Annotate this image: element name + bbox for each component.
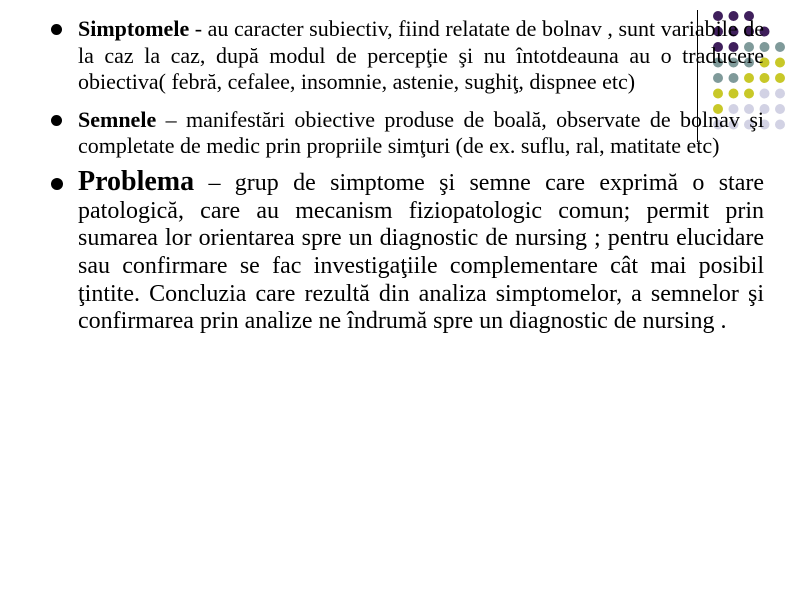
definition-simptomele: - au caracter subiectiv, fiind relatate de bolnav , sunt variabile de la caz la caz, după modul de percepţie şi nu întotdeauna au o traducere obiectiva( febră, cefalee, insomnie, astenie, sughiţ, dispnee etc)	[78, 16, 764, 95]
term-problema: Problema	[78, 165, 195, 197]
bullet-dot-icon	[51, 115, 62, 126]
term-simptomele: Simptomele	[78, 16, 190, 41]
decorative-dot	[775, 120, 785, 130]
bullet-dot-icon	[51, 24, 62, 35]
bullet-semnele	[48, 107, 764, 160]
bullet-dot-icon	[51, 178, 63, 190]
decorative-dot	[775, 89, 785, 99]
decorative-dot	[775, 42, 785, 52]
definition-semnele: – manifestări obiective produse de boală, observate de bolnav şi completate de medic prin propriile simţuri (de ex. suflu, ral, matitate etc)	[78, 106, 764, 159]
decorative-dot	[775, 104, 785, 114]
term-semnele: Semnele	[78, 106, 157, 132]
decorative-dot	[775, 58, 785, 68]
bullet-problema	[48, 165, 764, 336]
bullet-simptomele	[48, 16, 764, 96]
bullet-list	[48, 16, 764, 336]
definition-problema: – grup de simptome şi semne care exprimă o stare patologică, care au mecanism fiziopatologic comun; permit prin sumarea lor orientarea spre un diagnostic de nursing ; pentru elucidare sau confirmare se fac investigaţiile complementare cât mai posibil ţintite. Concluzia care rezultă din analiza simptomelor, a semnelor şi confirmarea prin analize ne îndrumă spre un diagnostic de nursing .	[78, 169, 764, 335]
decorative-dot	[775, 73, 785, 83]
